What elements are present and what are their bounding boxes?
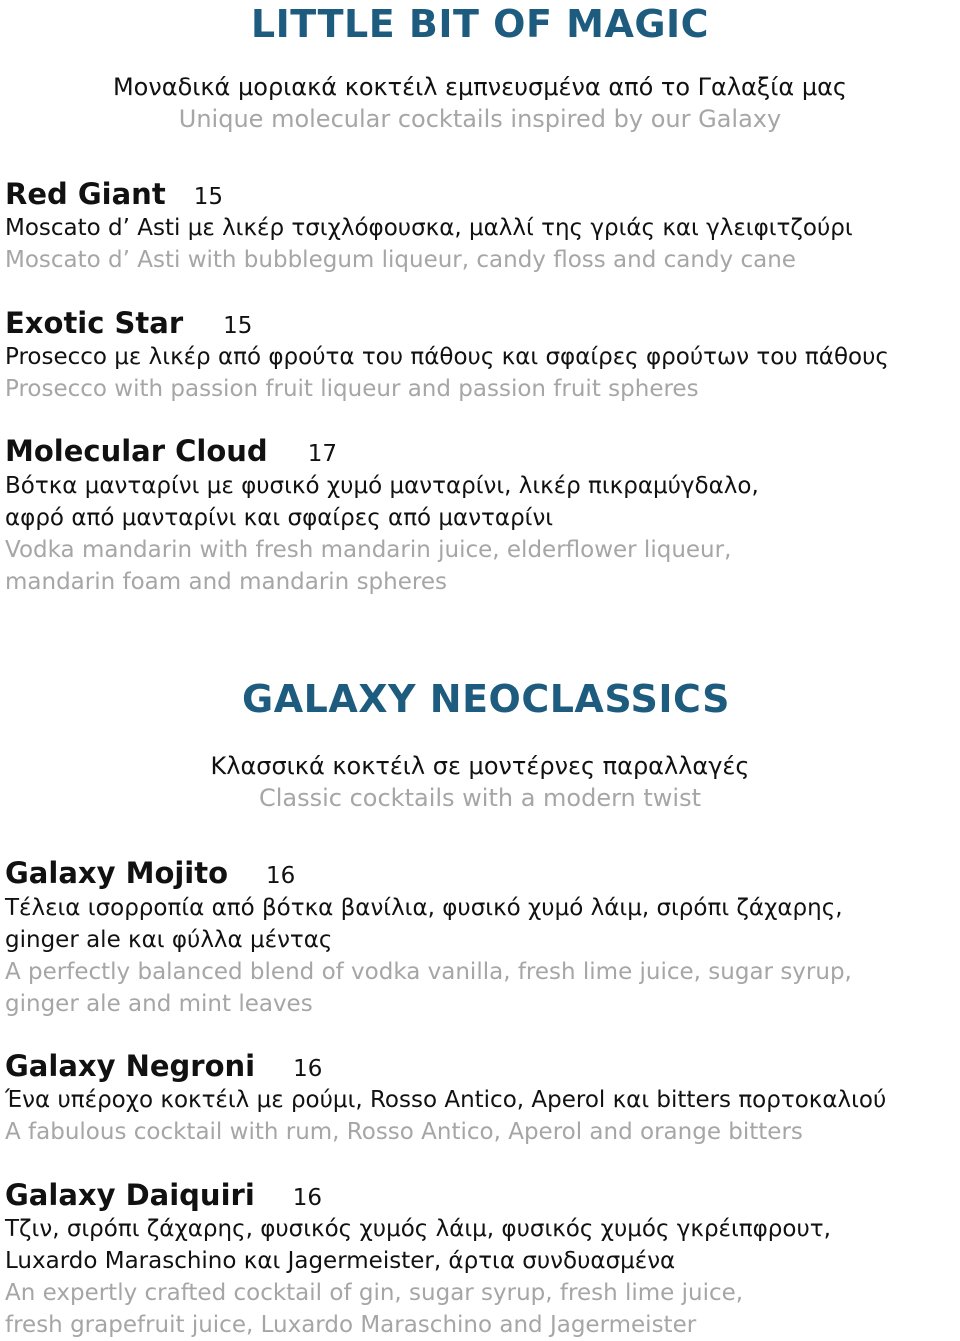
- item-price: 16: [293, 1056, 323, 1082]
- item-description-greek: αφρό από μανταρίνι και σφαίρες από μανταρίνι: [5, 505, 554, 531]
- menu-item-galaxy-mojito: [5, 856, 295, 890]
- item-description-english: A perfectly balanced blend of vodka vanilla, fresh lime juice, sugar syrup,: [5, 959, 852, 985]
- section-subtitle-english: Unique molecular cocktails inspired by our Galaxy: [178, 105, 782, 133]
- section-subtitle-greek: Κλασσικά κοκτέιλ σε μοντέρνες παραλλαγές: [210, 752, 750, 780]
- item-price: 17: [307, 441, 337, 467]
- item-description-english: ginger ale and mint leaves: [5, 991, 313, 1017]
- item-description-greek: Ένα υπέροχο κοκτέιλ με ρούμι, Rosso Antico, Aperol και bitters πορτοκαλιού: [5, 1087, 887, 1113]
- item-description-english: Prosecco with passion fruit liqueur and passion fruit spheres: [5, 376, 699, 402]
- menu-item-molecular-cloud: [5, 434, 337, 468]
- menu-item-galaxy-negroni: [5, 1049, 322, 1083]
- item-description-greek: Moscato d’ Asti με λικέρ τσιχλόφουσκα, μαλλί της γριάς και γλειφιτζούρι: [5, 215, 853, 241]
- item-price: 15: [193, 184, 223, 210]
- item-description-english: fresh grapefruit juice, Luxardo Maraschino and Jagermeister: [5, 1312, 697, 1338]
- item-name: Red Giant: [5, 177, 166, 211]
- item-price: 16: [266, 863, 296, 889]
- item-price: 15: [223, 313, 253, 339]
- item-description-greek: Βότκα μανταρίνι με φυσικό χυμό μανταρίνι, λικέρ πικραμύγδαλο,: [5, 473, 759, 499]
- item-description-english: Vodka mandarin with fresh mandarin juice, elderflower liqueur,: [5, 537, 732, 563]
- item-description-greek: Luxardo Maraschino και Jagermeister, άρτια συνδυασμένα: [5, 1248, 676, 1274]
- item-description-english: mandarin foam and mandarin spheres: [5, 569, 447, 595]
- item-description-english: Moscato d’ Asti with bubblegum liqueur, candy floss and candy cane: [5, 247, 796, 273]
- item-name: Galaxy Negroni: [5, 1049, 256, 1083]
- item-name: Galaxy Mojito: [5, 856, 229, 890]
- item-description-greek: Τζιν, σιρόπι ζάχαρης, φυσικός χυμός λάιμ, φυσικός χυμός γκρέιπφρουτ,: [5, 1216, 831, 1242]
- item-name: Galaxy Daiquiri: [5, 1178, 255, 1212]
- menu-item-exotic-star: [5, 306, 252, 340]
- item-name: Exotic Star: [5, 306, 184, 340]
- menu-item-red-giant: [5, 177, 223, 211]
- item-name: Molecular Cloud: [5, 434, 268, 468]
- item-description-english: An expertly crafted cocktail of gin, sugar syrup, fresh lime juice,: [5, 1280, 744, 1306]
- item-description-greek: ginger ale και φύλλα μέντας: [5, 927, 333, 953]
- item-description-english: A fabulous cocktail with rum, Rosso Antico, Aperol and orange bitters: [5, 1119, 803, 1145]
- menu-item-galaxy-daiquiri: [5, 1178, 322, 1212]
- item-price: 16: [292, 1185, 323, 1211]
- section-title: LITTLE BIT OF MAGIC: [250, 2, 710, 46]
- section-title: GALAXY NEOCLASSICS: [242, 677, 730, 721]
- item-description-greek: Prosecco με λικέρ από φρούτα του πάθους και σφαίρες φρούτων του πάθους: [5, 344, 889, 370]
- section-subtitle-greek: Μοναδικά μοριακά κοκτέιλ εμπνευσμένα από το Γαλαξία μας: [112, 73, 848, 101]
- section-subtitle-english: Classic cocktails with a modern twist: [258, 784, 702, 812]
- item-description-greek: Τέλεια ισορροπία από βότκα βανίλια, φυσικό χυμό λάιμ, σιρόπι ζάχαρης,: [5, 895, 843, 921]
